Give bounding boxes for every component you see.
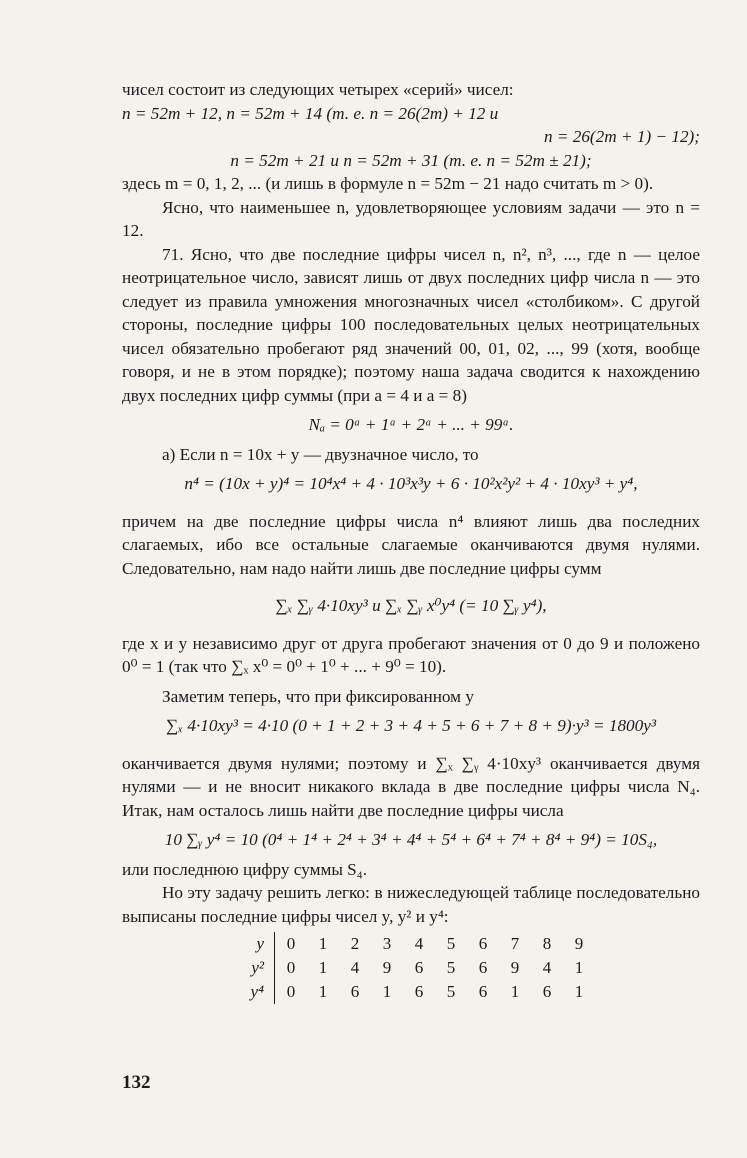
table-row <box>230 932 595 956</box>
table-cell: 4 <box>414 934 424 954</box>
table-cell: 6 <box>350 982 360 1002</box>
table-cell: 2 <box>350 934 360 954</box>
formula-series-1: n = 52m + 12, n = 52m + 14 (т. е. n = 26(2m) + 12 и <box>122 103 499 123</box>
text-m-values: здесь m = 0, 1, 2, ... (и лишь в формуле n = 52m − 21 надо считать m > 0). <box>122 174 654 193</box>
table-cell: 5 <box>446 982 456 1002</box>
text-ends-with-zeros: оканчивается двумя нулями; поэтому и ∑ₓ ∑ᵧ 4·10xy³ оканчивается двумя нулями — и не вносит никакого вклада в две последние цифры числа N₄. Итак, нам осталось лишь найти две последние цифры числа <box>122 753 700 820</box>
table-cell: 1 <box>318 934 328 954</box>
text-last-terms: причем на две последние цифры числа n⁴ влияют лишь два последних слагаемых, ибо все остальные слагаемые оканчиваются двумя нулями. Следовательно, нам надо найти лишь две последние цифры сумм <box>122 511 700 578</box>
table-cell: 1 <box>574 958 584 978</box>
table-cell: 9 <box>574 934 584 954</box>
formula-n4-expansion: n⁴ = (10x + y)⁴ = 10⁴x⁴ + 4 · 10³x³y + 6 · 10²x²y² + 4 · 10xy³ + y⁴, <box>184 474 638 493</box>
table-cell: 6 <box>414 982 424 1002</box>
page-number: 132 <box>122 1072 151 1093</box>
problem-71-intro: 71. Ясно, что две последние цифры чисел n, n², n³, ..., где n — целое неотрицательное число, зависят лишь от двух последних цифр числа n — это следует из правила умножения многозначных чисел «столбиком». С другой стороны, последние цифры 100 последовательных целых неотрицательных чисел обязательно пробегают ряд значений 00, 01, 02, ..., 99 (хотя, вообще говоря, и не в этом порядке); поэтому наша задача сводится к нахождению двух последних цифр суммы (при a = 4 и a = 8) <box>122 244 700 405</box>
text-answer-70: Ясно, что наименьшее n, удовлетворяющее условиям задачи — это n = 12. <box>122 197 700 240</box>
table-cell: 4 <box>542 958 552 978</box>
table-cell: 9 <box>382 958 392 978</box>
table-cell: 6 <box>414 958 424 978</box>
text-line-1: чисел состоит из следующих четырех «серий» чисел: <box>122 80 514 99</box>
table-cell: 1 <box>318 958 328 978</box>
table-cell: 0 <box>286 934 296 954</box>
formula-S4: 10 ∑ᵧ y⁴ = 10 (0⁴ + 1⁴ + 2⁴ + 3⁴ + 4⁴ + 5⁴ + 6⁴ + 7⁴ + 8⁴ + 9⁴) = 10S₄, <box>164 830 658 849</box>
text-last-digit: или последнюю цифру суммы S₄. <box>122 859 368 879</box>
table-cell: 7 <box>510 934 520 954</box>
text-table-intro: Но эту задачу решить легко: в нижеследующей таблице последовательно выписаны последние цифры чисел y, y² и y⁴: <box>122 883 700 926</box>
formula-series-1-cont: n = 26(2m + 1) − 12); <box>543 127 700 146</box>
table-row-header: y² <box>230 956 275 980</box>
table-cell: 1 <box>318 982 328 1002</box>
last-digits-table <box>230 932 595 1004</box>
table-cell: 3 <box>382 934 392 954</box>
table-cell: 1 <box>510 982 520 1002</box>
table-cell: 6 <box>478 958 488 978</box>
text-x-y-range: где x и y независимо друг от друга пробегают значения от 0 до 9 и положено 0⁰ = 1 (так что ∑ₓ x⁰ = 0⁰ + 1⁰ + ... + 9⁰ = 10). <box>122 633 700 676</box>
table-cell: 5 <box>446 958 456 978</box>
table-cell: 1 <box>574 982 584 1002</box>
table-cell: 6 <box>542 982 552 1002</box>
text-part-a: а) Если n = 10x + y — двузначное число, то <box>162 444 479 464</box>
table-row-header: y⁴ <box>230 980 275 1004</box>
table-row-header: y <box>230 932 275 956</box>
table-cell: 1 <box>382 982 392 1002</box>
formula-Na: Nₐ = 0ᵃ + 1ᵃ + 2ᵃ + ... + 99ᵃ. <box>308 415 514 434</box>
table-cell: 0 <box>286 958 296 978</box>
page-body <box>122 78 700 1004</box>
text-fixed-y: Заметим теперь, что при фиксированном y <box>162 686 474 706</box>
formula-series-2: n = 52m + 21 и n = 52m + 31 (т. е. n = 52m ± 21); <box>230 150 592 170</box>
table-cell: 0 <box>286 982 296 1002</box>
table-cell: 5 <box>446 934 456 954</box>
table-row <box>230 956 595 980</box>
table-cell: 6 <box>478 934 488 954</box>
formula-sum-x: ∑ₓ 4·10xy³ = 4·10 (0 + 1 + 2 + 3 + 4 + 5 + 6 + 7 + 8 + 9)·y³ = 1800y³ <box>165 716 657 735</box>
table-row <box>230 980 595 1004</box>
table-cell: 8 <box>542 934 552 954</box>
formula-double-sums: ∑ₓ ∑ᵧ 4·10xy³ и ∑ₓ ∑ᵧ x⁰y⁴ (= 10 ∑ᵧ y⁴), <box>275 596 547 615</box>
table-cell: 6 <box>478 982 488 1002</box>
table-cell: 4 <box>350 958 360 978</box>
table-cell: 9 <box>510 958 520 978</box>
